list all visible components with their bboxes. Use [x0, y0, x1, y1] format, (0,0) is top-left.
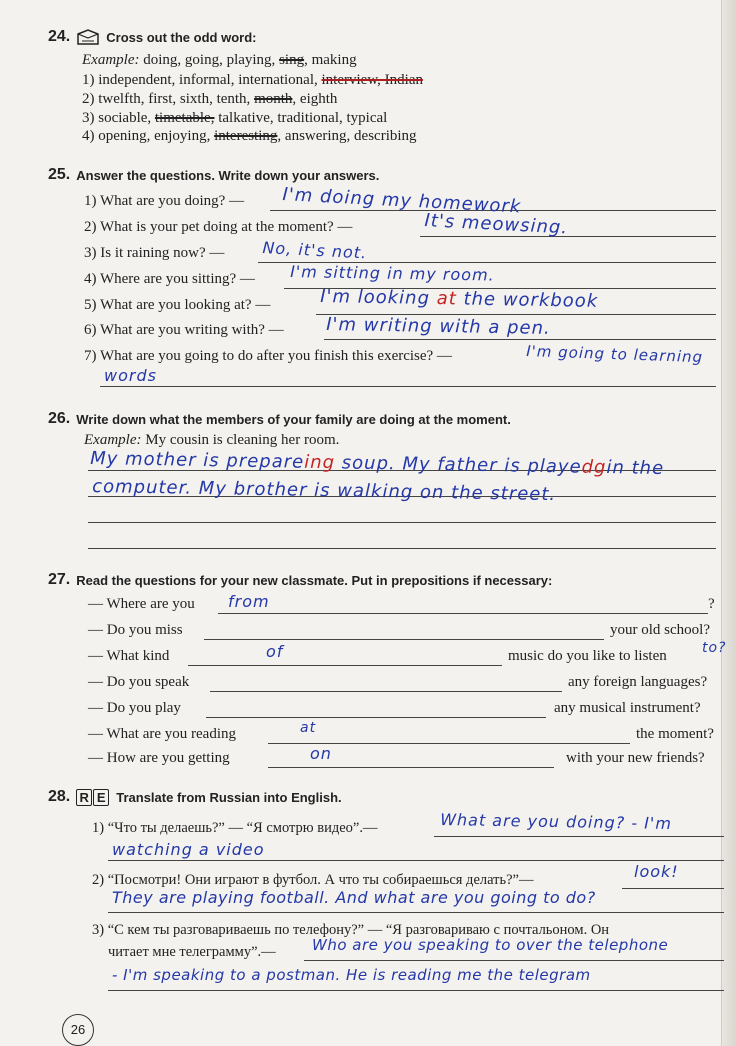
- handwritten-preposition: from: [228, 592, 270, 611]
- exercise-26-heading: [48, 410, 511, 428]
- workbook-writing-icon: [76, 28, 100, 46]
- translate-sentence-3-continued: читает мне телеграмму”.—: [108, 944, 276, 960]
- question-end: your old school?: [610, 622, 710, 638]
- handwritten-answer-3: No, it's not.: [262, 238, 368, 263]
- answer-line: [108, 912, 724, 913]
- question-what-kind: — What kind: [88, 648, 170, 664]
- answer-part: I'm looking: [320, 286, 431, 309]
- exercise-number: 25.: [48, 166, 71, 183]
- question-7: 7) What are you going to do after you finish this exercise? —: [84, 348, 452, 364]
- question-end: the moment?: [636, 726, 714, 742]
- exercise-25-heading: [48, 166, 379, 184]
- page-number: 26: [62, 1014, 94, 1046]
- exercise-24-heading: [48, 28, 256, 46]
- item-text-end: talkative, traditional, typical: [214, 110, 388, 126]
- handwritten-translation-2: look!: [634, 862, 679, 881]
- handwritten-preposition: on: [310, 744, 332, 763]
- question-6: 6) What are you writing with? —: [84, 322, 284, 338]
- answer-line: [210, 691, 562, 692]
- handwritten-translation-1-continued: watching a video: [112, 840, 265, 859]
- question-2: 2) What is your pet doing at the moment? —: [84, 219, 353, 235]
- answer-part: the workbook: [463, 288, 599, 312]
- teacher-correction: at: [436, 288, 457, 310]
- example-text: My cousin is cleaning her room.: [145, 432, 340, 448]
- answer-line: [108, 860, 724, 861]
- answer-line: [324, 339, 716, 340]
- answer-line: [88, 548, 716, 549]
- example-text-end: , making: [304, 52, 357, 68]
- answer-line: [188, 665, 502, 666]
- handwritten-answer-5: [320, 286, 598, 312]
- answer-line: [434, 836, 724, 837]
- item-text: 1) independent, informal, international,: [82, 72, 322, 88]
- item-text: 2) twelfth, first, sixth, tenth,: [82, 91, 255, 107]
- question-3: 3) Is it raining now? —: [84, 245, 225, 261]
- answer-line: [206, 717, 546, 718]
- item-text: 4) opening, enjoying,: [82, 128, 215, 144]
- exercise-24-example: [82, 52, 357, 69]
- exercise-24-item-2: [82, 91, 337, 108]
- exercise-28-heading: [48, 788, 342, 806]
- exercise-number: 28.: [48, 788, 71, 805]
- exercise-27-heading: [48, 571, 552, 589]
- exercise-number: 24.: [48, 28, 71, 45]
- handwritten-preposition: to?: [702, 640, 727, 656]
- teacher-correction: dg: [581, 456, 607, 479]
- answer-line: [88, 522, 716, 523]
- answer-line: [622, 888, 724, 889]
- question-speak: — Do you speak: [88, 674, 190, 690]
- teacher-correction: ing: [304, 451, 336, 474]
- handwritten-translation-3-continued: - I'm speaking to a postman. He is reading me the telegram: [112, 966, 591, 984]
- handwritten-family-line-1: [90, 448, 664, 479]
- item-text: 3) sociable,: [82, 110, 155, 126]
- handwritten-preposition: at: [300, 720, 317, 736]
- example-label: Example:: [84, 432, 142, 448]
- question-getting: — How are you getting: [88, 750, 230, 766]
- answer-line: [204, 639, 604, 640]
- handwritten-preposition: of: [266, 642, 284, 661]
- handwritten-family-line-2: computer. My brother is walking on the street.: [92, 476, 557, 506]
- question-where: — Where are you: [88, 596, 195, 612]
- reading-exercise-icon: [76, 789, 110, 806]
- struck-word: interview, Indian: [321, 72, 424, 88]
- handwritten-translation-3: Who are you speaking to over the telephone: [312, 936, 669, 954]
- next-page-edge: [721, 0, 736, 1046]
- answer-line: [108, 990, 724, 991]
- answer-part: in the: [606, 457, 665, 480]
- exercise-number: 27.: [48, 571, 71, 588]
- struck-word: month: [254, 91, 293, 107]
- translate-sentence-2: 2) “Посмотри! Они играют в футбол. А что ты собираешься делать?”—: [92, 872, 534, 888]
- example-label: Example:: [82, 52, 140, 68]
- question-end: any foreign languages?: [568, 674, 708, 690]
- question-5: 5) What are you looking at? —: [84, 297, 271, 313]
- exercise-24-item-1: [82, 72, 423, 89]
- exercise-title: Cross out the odd word:: [106, 29, 257, 45]
- translate-sentence-1: 1) “Что ты делаешь?” — “Я смотрю видео”.—: [92, 820, 378, 836]
- handwritten-answer-7: I'm going to learning: [526, 342, 704, 367]
- item-text-end: , eighth: [292, 91, 338, 107]
- answer-line: [420, 236, 716, 237]
- example-struck-word: sing: [279, 52, 305, 68]
- struck-word: interesting: [214, 128, 278, 144]
- question-4: 4) Where are you sitting? —: [84, 271, 255, 287]
- exercise-26-example: [84, 432, 339, 449]
- exercise-title: Write down what the members of your family are doing at the moment.: [76, 411, 511, 427]
- question-miss: — Do you miss: [88, 622, 183, 638]
- question-end: music do you like to listen: [508, 648, 667, 664]
- answer-part: soup. My father is playe: [334, 452, 582, 478]
- handwritten-translation-1: What are you doing? - I'm: [440, 810, 673, 834]
- question-1: 1) What are you doing? —: [84, 193, 245, 209]
- handwritten-answer-2: It's meowsing.: [424, 210, 569, 239]
- answer-line: [268, 767, 554, 768]
- example-text: doing, going, playing,: [143, 52, 276, 68]
- re-letter-r: R: [76, 789, 92, 806]
- exercise-24-item-4: [82, 128, 417, 145]
- exercise-number: 26.: [48, 410, 71, 427]
- question-play: — Do you play: [88, 700, 181, 716]
- translate-sentence-3: 3) “С кем ты разговариваешь по телефону?” — “Я разговариваю с почтальоном. Он: [92, 922, 610, 938]
- question-reading: — What are you reading: [88, 726, 237, 742]
- exercise-title: Read the questions for your new classmate. Put in prepositions if necessary:: [76, 572, 553, 588]
- re-letter-e: E: [93, 789, 109, 806]
- handwritten-answer-1: I'm doing my homework: [282, 184, 522, 218]
- handwritten-answer-7-continued: words: [104, 366, 157, 385]
- handwritten-translation-2-continued: They are playing football. And what are you going to do?: [112, 888, 596, 907]
- exercise-24-item-3: [82, 110, 387, 127]
- question-end: with your new friends?: [566, 750, 705, 766]
- question-end: any musical instrument?: [554, 700, 701, 716]
- question-mark: ?: [708, 596, 715, 612]
- answer-line: [100, 386, 716, 387]
- exercise-title: Answer the questions. Write down your answers.: [76, 167, 380, 183]
- answer-line: [218, 613, 708, 614]
- item-text-end: , answering, describing: [277, 128, 417, 144]
- answer-line: [304, 960, 724, 961]
- handwritten-answer-4: I'm sitting in my room.: [290, 262, 495, 285]
- exercise-title: Translate from Russian into English.: [116, 789, 342, 805]
- answer-part: My mother is prepare: [90, 448, 305, 473]
- handwritten-answer-6: I'm writing with a pen.: [326, 314, 551, 339]
- struck-word: timetable,: [154, 110, 215, 126]
